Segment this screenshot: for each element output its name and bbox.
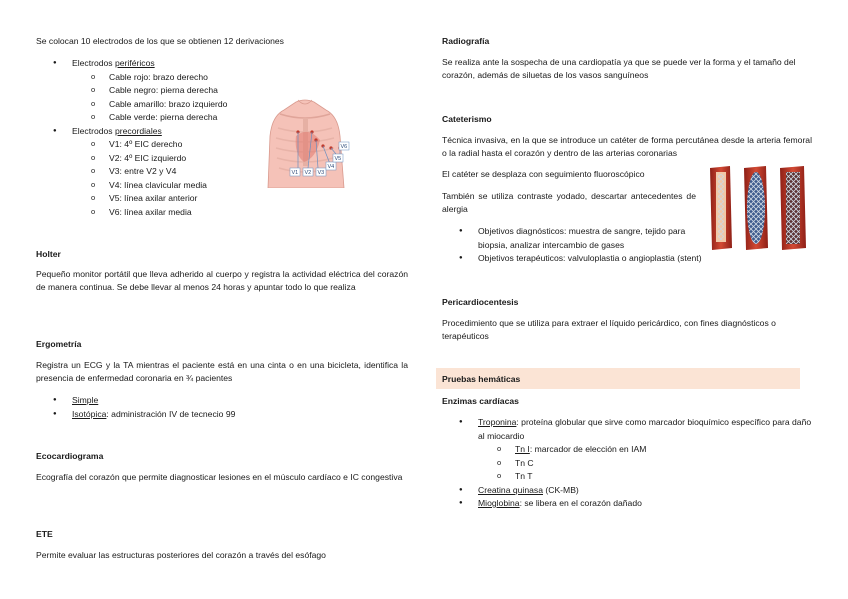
electrodes-list	[36, 57, 266, 219]
ck-item	[442, 484, 812, 498]
label-v5: V5	[334, 156, 342, 162]
holter-title: Holter	[36, 249, 61, 259]
electrodes-intro: Se colocan 10 electrodos de los que se obtienen 12 derivaciones	[36, 36, 284, 46]
simple-link[interactable]: Simple	[72, 395, 99, 405]
tn-item: o Tn C	[442, 457, 812, 471]
cateterismo-title: Cateterismo	[442, 114, 492, 124]
peripheral-item: o Cable negro: pierna derecha	[36, 84, 266, 98]
peripheral-link[interactable]: periféricos	[115, 58, 155, 68]
pericardiocentesis-title: Pericardiocentesis	[442, 297, 519, 307]
ete-text: Permite evaluar las estructuras posteriores del corazón a través del esófago	[36, 550, 326, 560]
ergometria-list	[36, 394, 408, 421]
ergometria-item-simple	[36, 394, 408, 408]
mioglobina-rest: : se libera en el corazón dañado	[519, 498, 642, 508]
ck-rest: (CK-MB)	[542, 484, 579, 495]
ck-link[interactable]: Creatina quinasa	[478, 484, 543, 495]
tn-item: o Tn T	[442, 470, 812, 484]
cateterismo-item-diagnostic: ● Objetivos diagnósticos: muestra de sangre, tejido para biopsia, analizar intercambio de gases	[442, 225, 700, 252]
label-v1: V1	[291, 170, 299, 176]
precordial-item: o V1: 4º EIC derecho	[36, 138, 266, 152]
pruebas-hematicas-banner	[436, 368, 800, 389]
peripheral-item: o Cable verde: pierna derecha	[36, 111, 266, 125]
ergometria-item-isotopica	[36, 408, 408, 422]
peripheral-electrodes-item	[36, 57, 266, 71]
mioglobina-item	[442, 497, 812, 511]
peripheral-item: o Cable rojo: brazo derecho	[36, 71, 266, 85]
radiografia-text: Se realiza ante la sospecha de una cardiopatía ya que se puede ver la forma y el tamaño del corazón, además de siluetas de los vasos sanguíneos	[442, 57, 796, 80]
holter-text: Pequeño monitor portátil que lleva adherido al cuerpo y registra la actividad eléctrica del corazón de manera continua. Se debe llevar al menos 24 horas y apuntar todo lo que realiza	[36, 269, 408, 292]
isotopica-link[interactable]: Isotópica	[72, 408, 107, 419]
cateterismo-text2: El catéter se desplaza con seguimiento fluoroscópico	[442, 169, 645, 179]
cateterismo-item-therapeutic: ● Objetivos terapéuticos: valvuloplastia o angioplastia (stent)	[442, 252, 818, 266]
pericardiocentesis-text: Procedimiento que se utiliza para extraer el líquido pericárdico, con fines diagnósticos o terapéuticos	[442, 318, 776, 341]
stent-illustration	[706, 164, 812, 250]
ecocardiograma-title: Ecocardiograma	[36, 451, 104, 461]
enzimas-subtitle: Enzimas cardíacas	[442, 396, 519, 406]
label-v6: V6	[340, 144, 348, 150]
peripheral-prefix: Electrodos	[72, 58, 115, 68]
radiografia-title: Radiografía	[442, 36, 490, 46]
troponina-rest: : proteína globular que sirve como marcador bioquímico específico para daño al miocardio	[478, 417, 812, 441]
precordial-item: o V5: línea axilar anterior	[36, 192, 266, 206]
precordial-item: o V2: 4º EIC izquierdo	[36, 152, 266, 166]
cateterismo-list	[442, 225, 700, 266]
enzimas-list	[442, 416, 812, 511]
mioglobina-link[interactable]: Mioglobina	[478, 498, 520, 508]
precordial-link[interactable]: precordiales	[115, 125, 162, 136]
ergometria-text: Registra un ECG y la TA mientras el paciente está en una cinta o en una bicicleta, identifica la presencia de enfermedad coronaria en ¾ pacientes	[36, 360, 408, 383]
ergometria-title: Ergometría	[36, 339, 82, 349]
precordial-item: o V4: línea clavicular media	[36, 179, 266, 193]
troponina-item	[442, 416, 812, 443]
label-v4: V4	[327, 164, 335, 170]
chest-electrodes-illustration	[260, 96, 350, 188]
precordial-item: o V3: entre V2 y V4	[36, 165, 266, 179]
troponina-link[interactable]: Troponina	[478, 417, 517, 427]
precordial-prefix: Electrodos	[72, 125, 115, 136]
ecocardiograma-text: Ecografía del corazón que permite diagnosticar lesiones en el músculo cardíaco e IC congestiva	[36, 472, 403, 482]
peripheral-item: o Cable amarillo: brazo izquierdo	[36, 98, 266, 112]
pruebas-hematicas-title: Pruebas hemáticas	[442, 374, 521, 384]
cateterismo-text1: Técnica invasiva, en la que se introduce un catéter de forma percutánea desde la arteria femoral o la radial hasta el corazón y dentro de las arterias coronarias	[442, 135, 812, 158]
isotopica-rest: : administración IV de tecnecio 99	[106, 408, 236, 419]
cateterismo-text3: También se utiliza contraste yodado, descartar antecedentes de alergia	[442, 191, 696, 214]
precordial-electrodes-item	[36, 125, 266, 139]
tn-item	[442, 443, 812, 457]
label-v3: V3	[317, 170, 325, 176]
tni-rest: : marcador de elección en IAM	[529, 444, 647, 454]
precordial-item: o V6: línea axilar media	[36, 206, 266, 220]
tni-link[interactable]: Tn I	[515, 444, 530, 454]
ete-title: ETE	[36, 529, 53, 539]
label-v2: V2	[304, 170, 312, 176]
